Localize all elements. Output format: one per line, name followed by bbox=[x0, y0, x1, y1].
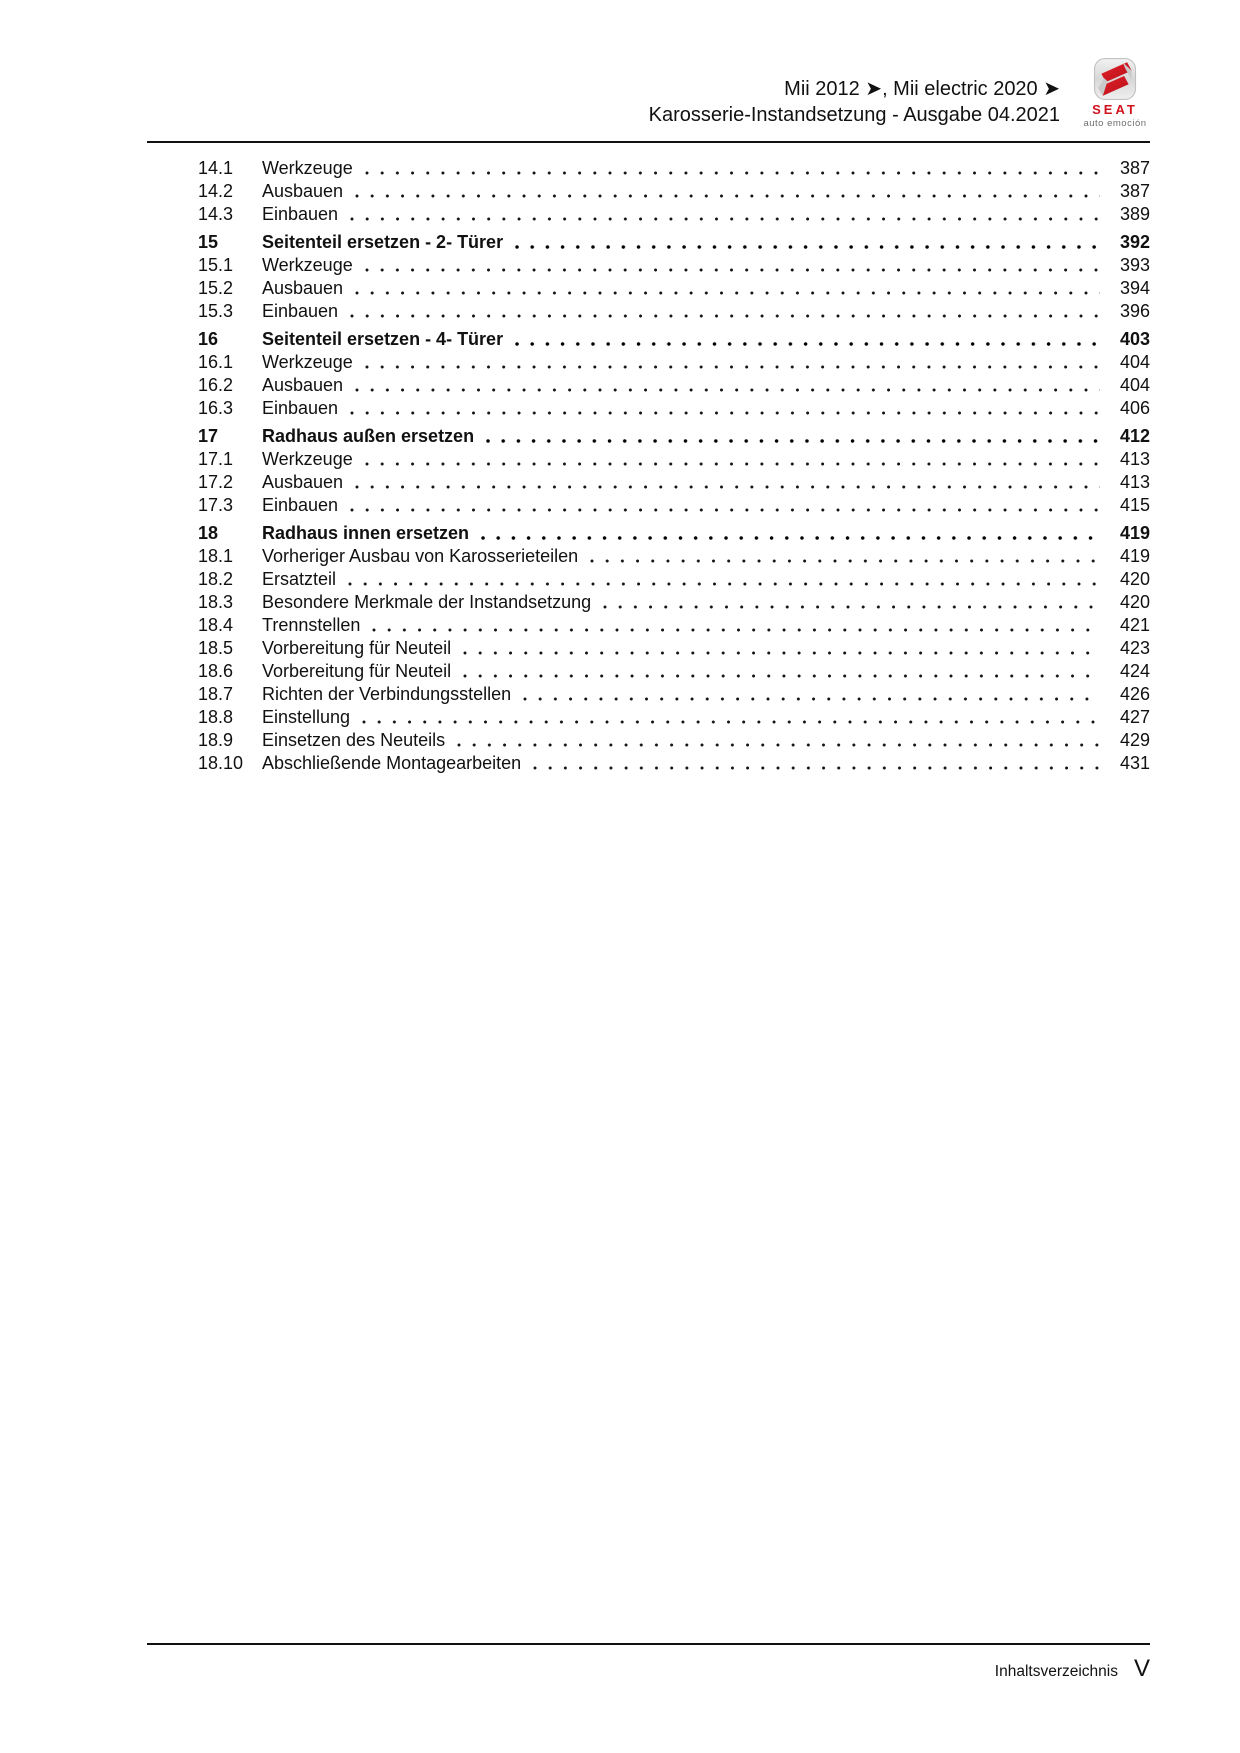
toc-entry-number: 18.7 bbox=[198, 684, 234, 704]
toc-entry bbox=[147, 637, 1150, 660]
toc-dot-leader bbox=[348, 203, 1102, 226]
toc-entry-number: 18.5 bbox=[198, 638, 234, 658]
toc-entry-number: 15 bbox=[198, 232, 219, 252]
header-document-title: Karosserie-Instandsetzung - Ausgabe 04.2021 bbox=[648, 104, 1060, 126]
toc-entry-title: Vorbereitung für Neuteil bbox=[262, 638, 452, 658]
toc-entry-title: Vorbereitung für Neuteil bbox=[262, 661, 452, 681]
toc-entry-title: Besondere Merkmale der Instandsetzung bbox=[262, 592, 592, 612]
toc-entry bbox=[147, 425, 1150, 448]
seat-wordmark: SEAT bbox=[1092, 102, 1138, 117]
toc-entry-number: 17.1 bbox=[198, 449, 234, 469]
toc-entry-number: 18.8 bbox=[198, 707, 234, 727]
toc-entry-title: Vorheriger Ausbau von Karosserieteilen bbox=[262, 546, 579, 566]
toc-entry-page: 413 bbox=[1119, 449, 1150, 469]
toc-entry-title: Ausbauen bbox=[262, 278, 344, 298]
toc-dot-leader bbox=[531, 752, 1102, 775]
toc-dot-leader bbox=[348, 494, 1102, 517]
toc-entry bbox=[147, 203, 1150, 226]
toc-entry-number: 16.2 bbox=[198, 375, 234, 395]
toc-entry bbox=[147, 568, 1150, 591]
toc-entry bbox=[147, 300, 1150, 323]
toc-entry-number: 14.1 bbox=[198, 158, 234, 178]
toc-entry-page: 415 bbox=[1119, 495, 1150, 515]
toc-dot-leader bbox=[353, 180, 1102, 203]
toc-entry-page: 403 bbox=[1119, 329, 1150, 349]
toc-dot-leader bbox=[479, 522, 1102, 545]
toc-entry bbox=[147, 231, 1150, 254]
toc-dot-leader bbox=[348, 300, 1102, 323]
toc-entry-title: Einsetzen des Neuteils bbox=[262, 730, 446, 750]
toc-entry bbox=[147, 157, 1150, 180]
toc-entry-page: 427 bbox=[1119, 707, 1150, 727]
toc-dot-leader bbox=[346, 568, 1102, 591]
toc-dot-leader bbox=[363, 351, 1102, 374]
toc-entry-number: 17 bbox=[198, 426, 219, 446]
toc-dot-leader bbox=[370, 614, 1102, 637]
toc-entry bbox=[147, 614, 1150, 637]
toc-entry-number: 14.2 bbox=[198, 181, 234, 201]
toc-entry-title: Richten der Verbindungsstellen bbox=[262, 684, 512, 704]
toc-entry-title: Seitenteil ersetzen - 2- Türer bbox=[262, 232, 504, 252]
toc-entry-number: 18.2 bbox=[198, 569, 234, 589]
toc-entry-number: 17.2 bbox=[198, 472, 234, 492]
page-header bbox=[649, 76, 1060, 128]
toc-entry-page: 406 bbox=[1119, 398, 1150, 418]
toc-entry-page: 429 bbox=[1119, 730, 1150, 750]
toc-entry bbox=[147, 545, 1150, 568]
toc-entry-title: Werkzeuge bbox=[262, 352, 353, 372]
toc-entry-title: Radhaus innen ersetzen bbox=[262, 523, 470, 543]
seat-logo bbox=[1079, 57, 1151, 129]
toc-entry bbox=[147, 351, 1150, 374]
header-model-line: Mii 2012 ➤, Mii electric 2020 ➤ bbox=[784, 78, 1060, 100]
toc-entry-page: 419 bbox=[1119, 546, 1150, 566]
toc-entry-number: 18.1 bbox=[198, 546, 234, 566]
footer-section-label: Inhaltsverzeichnis bbox=[994, 1663, 1118, 1680]
toc-dot-leader bbox=[521, 683, 1102, 706]
toc-entry-title: Einstellung bbox=[262, 707, 351, 727]
toc-entry bbox=[147, 752, 1150, 775]
toc-entry bbox=[147, 180, 1150, 203]
toc-entry-title: Einbauen bbox=[262, 398, 339, 418]
toc-entry-title: Werkzeuge bbox=[262, 255, 353, 275]
seat-s-icon bbox=[1079, 57, 1151, 101]
toc-entry-number: 15.2 bbox=[198, 278, 234, 298]
toc-entry-page: 387 bbox=[1119, 181, 1150, 201]
toc-entry-page: 423 bbox=[1119, 638, 1150, 658]
toc-dot-leader bbox=[461, 660, 1102, 683]
toc-entry-page: 404 bbox=[1119, 352, 1150, 372]
toc-entry bbox=[147, 494, 1150, 517]
toc-entry-page: 396 bbox=[1119, 301, 1150, 321]
toc-dot-leader bbox=[353, 471, 1102, 494]
toc-entry-page: 421 bbox=[1119, 615, 1150, 635]
toc-dot-leader bbox=[455, 729, 1102, 752]
toc-entry bbox=[147, 591, 1150, 614]
toc-entry-number: 16.3 bbox=[198, 398, 234, 418]
toc-entry bbox=[147, 254, 1150, 277]
page-footer bbox=[147, 1655, 1150, 1683]
toc-entry-title: Werkzeuge bbox=[262, 158, 353, 178]
toc-entry bbox=[147, 277, 1150, 300]
toc-entry bbox=[147, 397, 1150, 420]
toc-dot-leader bbox=[348, 397, 1102, 420]
toc-entry-page: 404 bbox=[1119, 375, 1150, 395]
toc-dot-leader bbox=[363, 157, 1102, 180]
toc-dot-leader bbox=[601, 591, 1102, 614]
toc-entry bbox=[147, 660, 1150, 683]
toc-entry bbox=[147, 683, 1150, 706]
toc-dot-leader bbox=[461, 637, 1102, 660]
toc-entry bbox=[147, 471, 1150, 494]
toc-entry-title: Trennstellen bbox=[262, 615, 361, 635]
toc-entry-page: 389 bbox=[1119, 204, 1150, 224]
toc-entry bbox=[147, 328, 1150, 351]
toc-entry-page: 387 bbox=[1119, 158, 1150, 178]
toc-entry-page: 419 bbox=[1119, 523, 1150, 543]
toc-entry-title: Einbauen bbox=[262, 495, 339, 515]
toc-dot-leader bbox=[484, 425, 1102, 448]
toc-entry-page: 420 bbox=[1119, 592, 1150, 612]
toc-dot-leader bbox=[360, 706, 1102, 729]
toc-entry-title: Ausbauen bbox=[262, 472, 344, 492]
toc-dot-leader bbox=[353, 374, 1102, 397]
toc-entry-number: 18 bbox=[198, 523, 219, 543]
toc-entry-number: 15.3 bbox=[198, 301, 234, 321]
toc-entry-page: 393 bbox=[1119, 255, 1150, 275]
toc-entry-number: 18.9 bbox=[198, 730, 234, 750]
toc-entry bbox=[147, 522, 1150, 545]
toc-entry bbox=[147, 706, 1150, 729]
toc-dot-leader bbox=[353, 277, 1102, 300]
seat-tagline: auto emoción bbox=[1083, 118, 1147, 129]
toc-entry-page: 413 bbox=[1119, 472, 1150, 492]
toc-entry-page: 392 bbox=[1119, 232, 1150, 252]
toc-entry-title: Werkzeuge bbox=[262, 449, 353, 469]
header-rule bbox=[147, 141, 1150, 143]
table-of-contents bbox=[147, 157, 1150, 775]
toc-entry-page: 431 bbox=[1119, 753, 1150, 773]
toc-entry bbox=[147, 729, 1150, 752]
toc-dot-leader bbox=[513, 231, 1102, 254]
toc-entry-page: 420 bbox=[1119, 569, 1150, 589]
toc-entry-title: Ersatzteil bbox=[262, 569, 337, 589]
toc-entry-number: 16 bbox=[198, 329, 219, 349]
toc-entry-number: 18.10 bbox=[198, 753, 244, 773]
footer-rule bbox=[147, 1643, 1150, 1645]
toc-entry-number: 18.6 bbox=[198, 661, 234, 681]
toc-entry-title: Seitenteil ersetzen - 4- Türer bbox=[262, 329, 504, 349]
toc-entry-page: 426 bbox=[1119, 684, 1150, 704]
toc-entry-page: 424 bbox=[1119, 661, 1150, 681]
toc-entry-number: 16.1 bbox=[198, 352, 234, 372]
footer-page-number: V bbox=[1133, 1655, 1150, 1682]
toc-entry-number: 17.3 bbox=[198, 495, 234, 515]
toc-entry-number: 18.4 bbox=[198, 615, 234, 635]
toc-entry-number: 14.3 bbox=[198, 204, 234, 224]
toc-entry bbox=[147, 374, 1150, 397]
toc-entry-number: 15.1 bbox=[198, 255, 234, 275]
toc-dot-leader bbox=[513, 328, 1102, 351]
toc-dot-leader bbox=[363, 254, 1102, 277]
toc-entry-title: Einbauen bbox=[262, 204, 339, 224]
toc-entry-title: Ausbauen bbox=[262, 375, 344, 395]
toc-entry-title: Abschließende Montagearbeiten bbox=[262, 753, 522, 773]
toc-dot-leader bbox=[588, 545, 1102, 568]
toc-entry-page: 412 bbox=[1119, 426, 1150, 446]
toc-entry-title: Radhaus außen ersetzen bbox=[262, 426, 475, 446]
toc-entry-title: Einbauen bbox=[262, 301, 339, 321]
toc-entry-number: 18.3 bbox=[198, 592, 234, 612]
toc-entry bbox=[147, 448, 1150, 471]
toc-entry-title: Ausbauen bbox=[262, 181, 344, 201]
toc-dot-leader bbox=[363, 448, 1102, 471]
toc-entry-page: 394 bbox=[1119, 278, 1150, 298]
